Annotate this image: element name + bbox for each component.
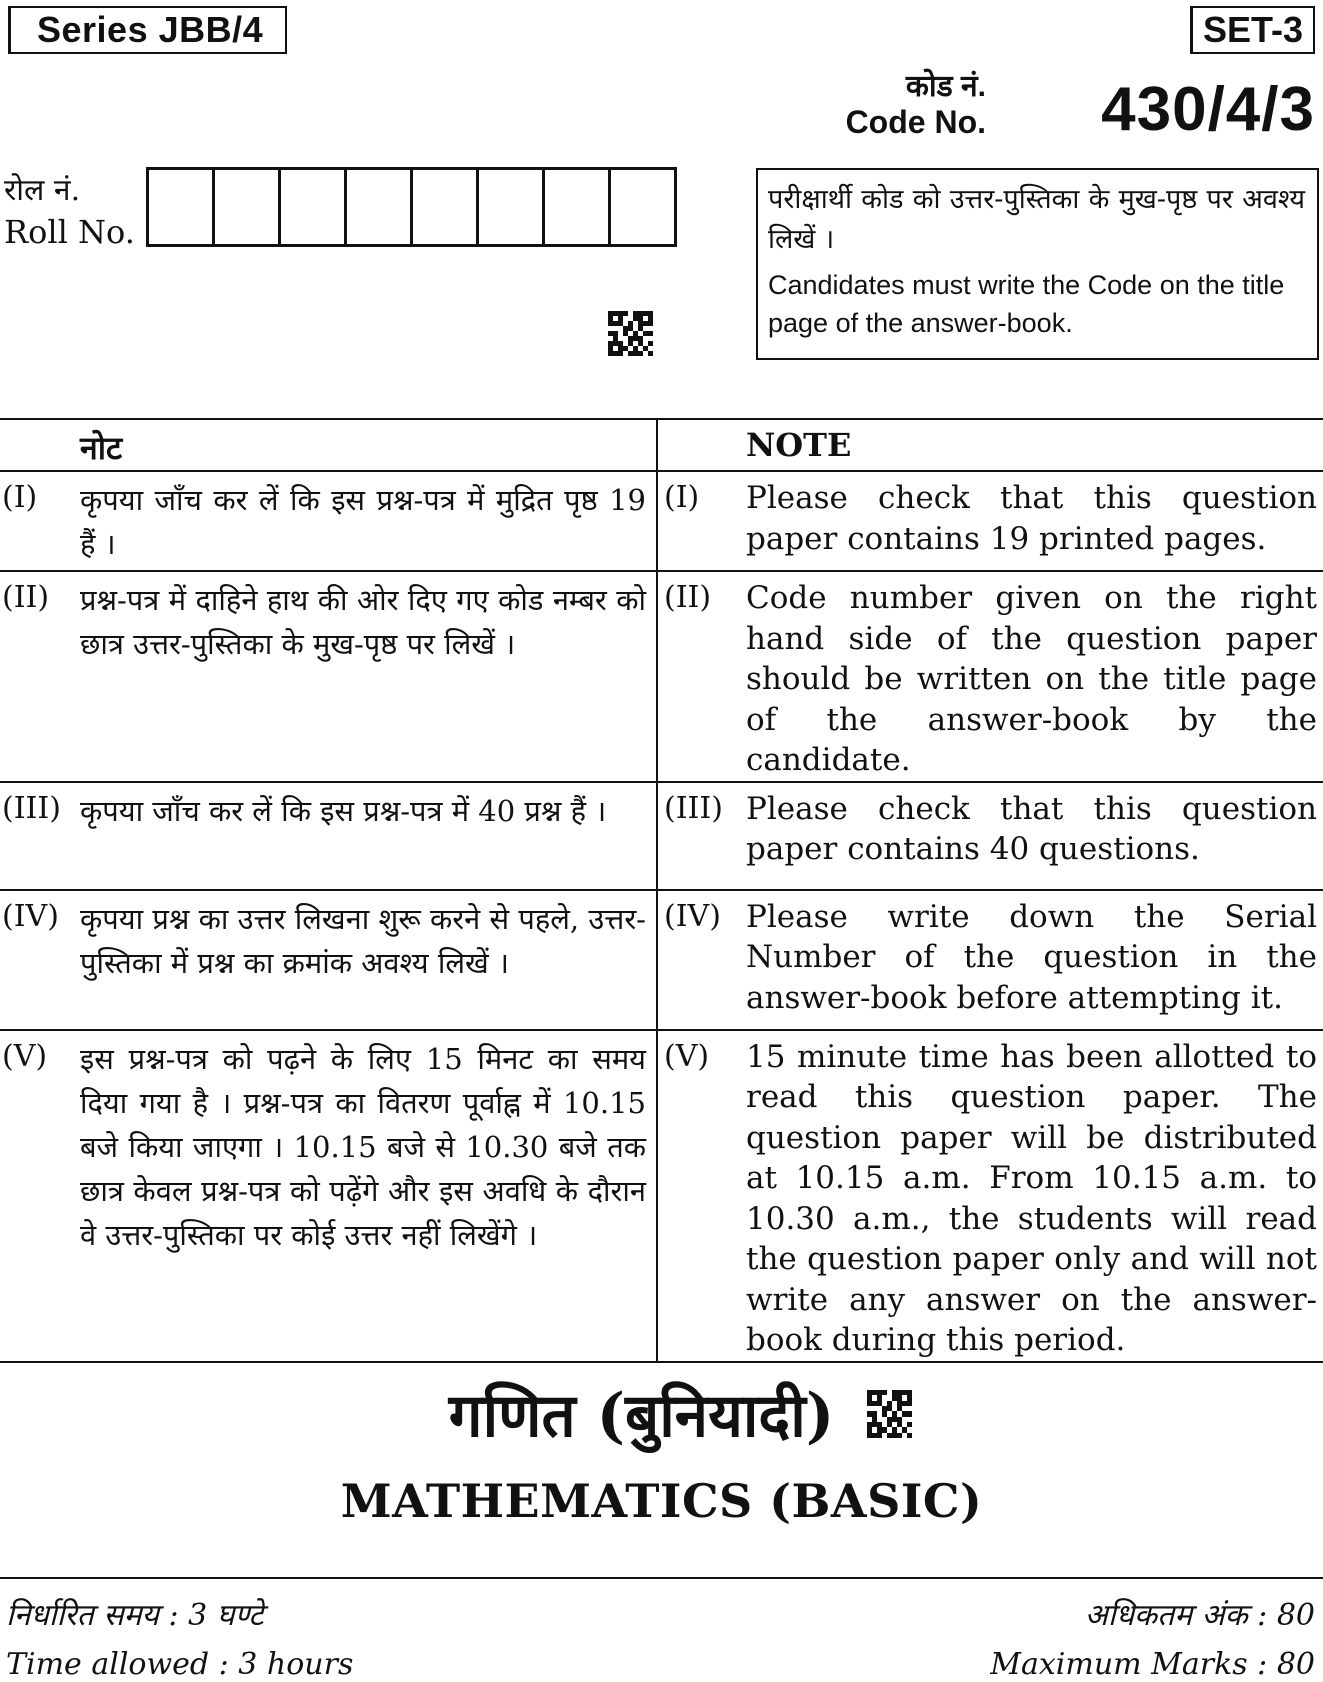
- subject-title-hindi: [0, 1372, 1323, 1454]
- note-text-hindi: इस प्रश्न-पत्र को पढ़ने के लिए 15 मिनट का समय दिया गया है । प्रश्न-पत्र का वितरण पूर्वाह्न में 10.15 बजे किया जाएगा । 10.15 बजे से 10.30 बजे तक छात्र केवल प्रश्न-पत्र को पढ़ेंगे और इस अवधि के दौरान वे उत्तर-पुस्तिका पर कोई उत्तर नहीं लिखेंगे ।: [80, 1041, 646, 1252]
- note-text-english: Please check that this question paper contains 19 printed pages.: [746, 480, 1317, 557]
- note-heading-hindi: नोट: [80, 429, 123, 467]
- divider: [0, 1577, 1323, 1579]
- note-number: (II): [2, 580, 50, 615]
- note-row: [0, 471, 1323, 571]
- note-text-english: Code number given on the right hand side of the question paper should be written on the title page of the answer-book by the candidate.: [746, 580, 1317, 778]
- code-number: 430/4/3: [1101, 75, 1315, 144]
- note-text-hindi: कृपया जाँच कर लें कि इस प्रश्न-पत्र में 40 प्रश्न हैं ।: [80, 793, 607, 828]
- note-number: (V): [2, 1038, 48, 1074]
- note-row: [0, 1030, 1323, 1362]
- instruction-english: Candidates must write the Code on the title page of the answer-book.: [768, 270, 1285, 338]
- code-instruction-box: [756, 168, 1319, 360]
- note-row: [0, 782, 1323, 890]
- note-number: (III): [2, 790, 61, 826]
- note-number: (IV): [664, 898, 721, 934]
- roll-number-box[interactable]: [215, 170, 281, 244]
- roll-label-hindi: रोल नं.: [4, 173, 81, 208]
- note-number: (I): [664, 480, 700, 515]
- note-text-english: Please write down the Serial Number of the question in the answer-book before attempting it.: [746, 898, 1317, 1016]
- note-row: [0, 571, 1323, 782]
- notes-table: [0, 418, 1323, 1363]
- roll-number-box[interactable]: [347, 170, 413, 244]
- note-number: (III): [664, 790, 723, 826]
- note-number: (IV): [2, 898, 59, 934]
- note-text-hindi: प्रश्न-पत्र में दाहिने हाथ की ओर दिए गए कोड नम्बर को छात्र उत्तर-पुस्तिका के मुख-पृष्ठ पर लिखें ।: [80, 583, 646, 661]
- roll-number-box[interactable]: [281, 170, 347, 244]
- roll-number-box[interactable]: [611, 170, 677, 244]
- roll-number-box[interactable]: [149, 170, 215, 244]
- time-allowed-english: Time allowed : 3 hours: [6, 1647, 354, 1682]
- maximum-marks-hindi: अधिकतम अंक : 80: [1084, 1598, 1315, 1633]
- note-number: (V): [664, 1038, 710, 1074]
- set-label: SET-3: [1190, 6, 1315, 54]
- note-text-english: Please check that this question paper contains 40 questions.: [746, 790, 1317, 867]
- roll-number-box[interactable]: [479, 170, 545, 244]
- roll-number-box[interactable]: [545, 170, 611, 244]
- code-label-hindi: कोड नं.: [905, 70, 986, 103]
- code-label-english: Code No.: [845, 104, 986, 140]
- roll-label-english: Roll No.: [4, 213, 135, 251]
- time-allowed-hindi: निर्धारित समय : 3 घण्टे: [6, 1598, 264, 1633]
- note-text-english: 15 minute time has been allotted to read this question paper. The question paper will be distributed at 10.15 a.m. From 10.15 a.m. to 10.30 a.m., the students will read the question paper only and will not write any answer on the answer-book during this period.: [746, 1038, 1317, 1358]
- note-number: (II): [664, 580, 712, 615]
- series-label: Series JBB/4: [8, 6, 287, 54]
- instruction-hindi: परीक्षार्थी कोड को उत्तर-पुस्तिका के मुख-पृष्ठ पर अवश्य लिखें ।: [768, 184, 1305, 255]
- note-row: [0, 890, 1323, 1030]
- note-text-hindi: कृपया प्रश्न का उत्तर लिखना शुरू करने से पहले, उत्तर-पुस्तिका में प्रश्न का क्रमांक अवश्य लिखें ।: [80, 901, 646, 980]
- notes-header-row: [0, 419, 1323, 471]
- note-heading-english: NOTE: [746, 426, 852, 464]
- qr-code-icon: [867, 1390, 912, 1438]
- maximum-marks-english: Maximum Marks : 80: [990, 1647, 1315, 1682]
- roll-number-boxes[interactable]: [146, 167, 677, 247]
- qr-code-icon: [608, 311, 653, 356]
- note-number: (I): [2, 480, 38, 515]
- roll-number-box[interactable]: [413, 170, 479, 244]
- note-text-hindi: कृपया जाँच कर लें कि इस प्रश्न-पत्र में मुद्रित पृष्ठ 19 हैं ।: [80, 483, 646, 561]
- subject-title-english: MATHEMATICS (BASIC): [340, 1474, 983, 1528]
- subject-title-hindi-text: गणित (बुनियादी): [448, 1381, 835, 1451]
